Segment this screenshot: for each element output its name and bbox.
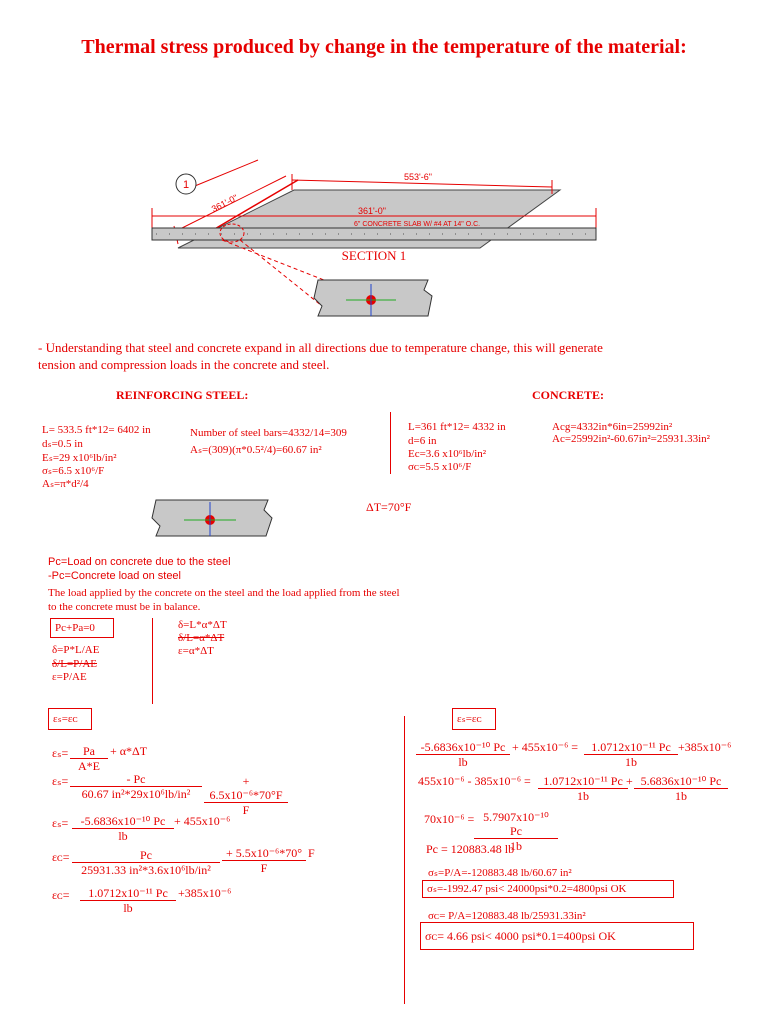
e3-num: -5.6836x10⁻¹⁰ Pc bbox=[72, 814, 174, 829]
intro-line-2: tension and compression loads in the concrete and steel. bbox=[38, 357, 330, 372]
pc-result: Pc = 120883.48 lb bbox=[426, 842, 515, 856]
e4-frac bbox=[72, 848, 220, 877]
e5-lhs: εᴄ= bbox=[52, 888, 70, 902]
e2-frac-2 bbox=[204, 774, 288, 817]
eq-r1: δ=L*α*ΔT bbox=[178, 619, 227, 631]
concrete-stress-1: σᴄ= P/A=120883.48 lb/25931.33in² bbox=[428, 910, 586, 922]
concrete-L: L=361 ft*12= 4332 in bbox=[408, 421, 506, 433]
steel-L: L= 533.5 ft*12= 6402 in bbox=[42, 424, 151, 436]
r3-lhs: 70x10⁻⁶ = bbox=[424, 812, 475, 826]
e5-den: lb bbox=[123, 901, 133, 915]
r1-den2: 1b bbox=[625, 755, 637, 769]
eq-d1: δ=P*L/AE bbox=[52, 644, 100, 656]
r3-num: 5.7907x10⁻¹⁰ Pc bbox=[474, 810, 558, 839]
r2-frac-2 bbox=[634, 774, 728, 803]
note-pc-neg: -Pc=Concrete load on steel bbox=[48, 570, 181, 582]
e4-den2: F bbox=[260, 861, 268, 875]
slab-drawing bbox=[0, 80, 768, 340]
eq-r3: ε=α*ΔT bbox=[178, 645, 214, 657]
steel-stress-1: σₛ=P/A=-120883.48 lb/60.67 in² bbox=[428, 867, 572, 879]
steel-alpha: σₛ=6.5 x10⁶/F bbox=[42, 465, 105, 477]
e4-num2: + 5.5x10⁻⁶*70° bbox=[222, 846, 306, 861]
r1-frac-2 bbox=[584, 740, 678, 769]
e3-tail: + 455x10⁻⁶ bbox=[174, 814, 231, 828]
eq-d3: ε=P/AE bbox=[52, 671, 87, 683]
concrete-alpha: σᴄ=5.5 x10⁶/F bbox=[408, 461, 472, 473]
note-pc: Pc=Load on concrete due to the steel bbox=[48, 556, 231, 568]
concrete-stress-box: σᴄ= 4.66 psi< 4000 psi*0.1=400psi OK bbox=[420, 922, 694, 950]
e1-num: Pa bbox=[70, 744, 108, 759]
steel-bars: Number of steel bars=4332/14=309 bbox=[190, 427, 347, 439]
eq-box-pcpa: Pc+Pa=0 bbox=[50, 618, 114, 638]
e1-lhs: εₛ= bbox=[52, 746, 69, 760]
e2-den: 60.67 in²*29x10⁶lb/in² bbox=[81, 787, 191, 801]
r1-frac bbox=[416, 740, 510, 769]
eq-d2: δ/L=P/AE bbox=[52, 658, 97, 670]
concrete-Acg: Acg=4332in*6in=25992in² bbox=[552, 421, 673, 433]
e5-tail: +385x10⁻⁶ bbox=[178, 886, 232, 900]
r2-num: 1.0712x10⁻¹¹ Pc bbox=[538, 774, 628, 789]
e5-num: 1.0712x10⁻¹¹ Pc bbox=[80, 886, 176, 901]
eq-r2: δ/L=α*ΔT bbox=[178, 632, 225, 644]
r2-den2: 1b bbox=[675, 789, 687, 803]
e1-frac bbox=[70, 744, 108, 773]
e4-frac-2 bbox=[222, 846, 306, 875]
stress-detail bbox=[150, 496, 276, 540]
left-eq-box: εₛ=εᴄ bbox=[48, 708, 92, 730]
steel-area: Aₛ=(309)(π*0.5²/4)=60.67 in² bbox=[190, 444, 322, 456]
e3-lhs: εₛ= bbox=[52, 816, 69, 830]
e4-unit: F bbox=[308, 846, 315, 860]
r2-lhs: 455x10⁻⁶ - 385x10⁻⁶ = bbox=[418, 774, 531, 788]
page-title: Thermal stress produced by change in the temperature of the material: bbox=[81, 36, 687, 58]
e4-den: 25931.33 in²*3.6x10⁶lb/in² bbox=[81, 863, 211, 877]
divider-bottom bbox=[404, 716, 405, 1004]
slab-depth-dim: 361'-0" bbox=[209, 192, 240, 215]
e1-tail: + α*ΔT bbox=[110, 744, 148, 758]
divider-mid bbox=[152, 618, 153, 704]
e2-num: - Pc bbox=[70, 772, 202, 787]
section-marker-label: 1 bbox=[182, 179, 190, 191]
divider-top bbox=[390, 412, 391, 474]
section-title: SECTION 1 bbox=[341, 248, 407, 263]
e2-num2: + 6.5x10⁻⁶*70°F bbox=[204, 774, 288, 803]
concrete-heading: CONCRETE: bbox=[532, 388, 605, 402]
e2-lhs: εₛ= bbox=[52, 774, 69, 788]
r1-tail: +385x10⁻⁶ bbox=[678, 740, 732, 754]
section-slab bbox=[152, 228, 596, 240]
steel-stress-box: σₛ=-1992.47 psi< 24000psi*0.2=4800psi OK bbox=[422, 880, 674, 898]
e4-lhs: εᴄ= bbox=[52, 850, 70, 864]
slab-width-dim: 553'-6" bbox=[404, 172, 432, 182]
e5-frac bbox=[80, 886, 176, 915]
r1-den: lb bbox=[458, 755, 468, 769]
steel-heading: REINFORCING STEEL: bbox=[116, 388, 249, 402]
delta-T: ΔT=70°F bbox=[366, 500, 412, 514]
e1-den: A*E bbox=[78, 759, 100, 773]
right-eq-box: εₛ=εᴄ bbox=[452, 708, 496, 730]
concrete-E: Ec=3.6 x10⁶lb/in² bbox=[408, 448, 487, 460]
r1-num2: 1.0712x10⁻¹¹ Pc bbox=[584, 740, 678, 755]
r3-den: 1b bbox=[510, 839, 522, 853]
e3-den: lb bbox=[118, 829, 128, 843]
r2-num2: 5.6836x10⁻¹⁰ Pc bbox=[634, 774, 728, 789]
section-dim: 361'-0" bbox=[358, 206, 386, 216]
note-balance-2: to the concrete must be in balance. bbox=[48, 601, 201, 613]
concrete-d: d=6 in bbox=[408, 435, 437, 447]
steel-E: Eₛ=29 x10⁶lb/in² bbox=[42, 452, 117, 464]
r1-num: -5.6836x10⁻¹⁰ Pc bbox=[416, 740, 510, 755]
e2-frac bbox=[70, 772, 202, 801]
note-balance-1: The load applied by the concrete on the steel and the load applied from the steel bbox=[48, 587, 400, 599]
intro-line-1: - Understanding that steel and concrete expand in all directions due to temperature change, this will generate bbox=[38, 340, 603, 355]
e4-num: Pc bbox=[72, 848, 220, 863]
steel-d: dₛ=0.5 in bbox=[42, 438, 83, 450]
concrete-Ac: Ac=25992in²-60.67in²=25931.33in² bbox=[552, 433, 710, 445]
steel-A: Aₛ=π*d²/4 bbox=[42, 478, 89, 490]
e3-frac bbox=[72, 814, 174, 843]
r2-plus: + bbox=[626, 774, 633, 788]
r1-mid: + 455x10⁻⁶ = bbox=[512, 740, 579, 754]
r2-den: 1b bbox=[577, 789, 589, 803]
slab-label: 6" CONCRETE SLAB W/ #4 AT 14" O.C. bbox=[354, 221, 481, 228]
e2-den2: F bbox=[242, 803, 250, 817]
r2-frac bbox=[538, 774, 628, 803]
